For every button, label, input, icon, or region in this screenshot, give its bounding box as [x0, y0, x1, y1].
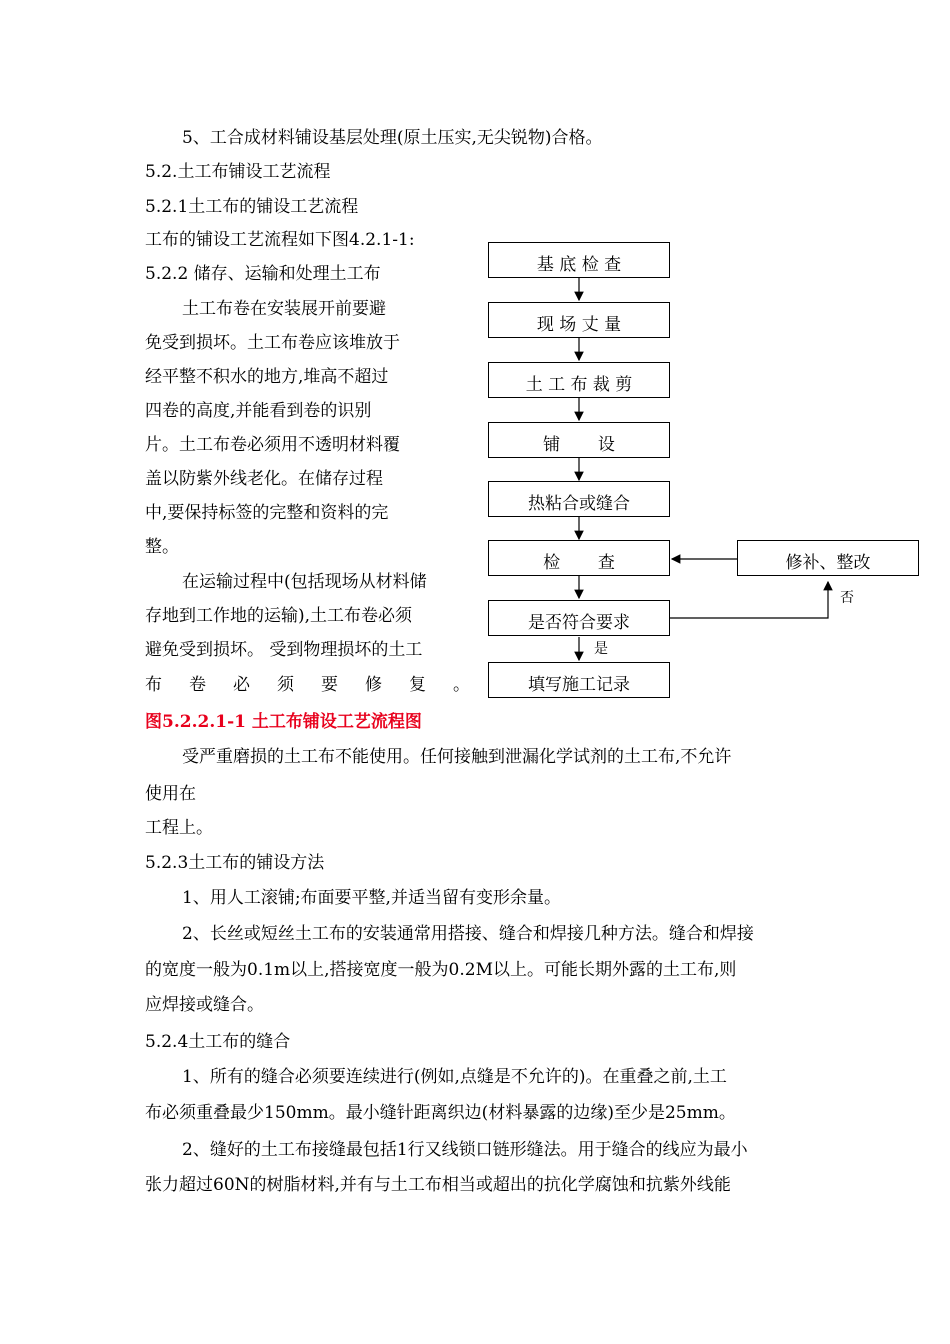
- word: 布: [145, 675, 162, 695]
- yes-label: 是: [594, 641, 608, 657]
- flow-step-label: 是否符合要求: [528, 613, 630, 633]
- paragraph-line: 存地到工作地的运输),土工布卷必须: [145, 606, 413, 626]
- flow-step-label: 现 场 丈 量: [536, 315, 622, 335]
- paragraph-line: 2、长丝或短丝土工布的安装通常用搭接、缝合和焊接几种方法。缝合和焊接: [182, 924, 754, 944]
- flow-step-site-survey: [488, 302, 670, 338]
- paragraph-line: 的宽度一般为0.1m以上,搭接宽度一般为0.2M以上。可能长期外露的土工布,则: [145, 960, 737, 980]
- paragraph-line: 应焊接或缝合。: [145, 995, 264, 1015]
- flow-step-label: 填写施工记录: [528, 675, 630, 695]
- flow-step-record: [488, 662, 670, 698]
- flow-step-label: 土 工 布 裁 剪: [525, 375, 633, 395]
- no-label: 否: [840, 590, 854, 606]
- flow-step-cutting: [488, 362, 670, 398]
- paragraph-line: 整。: [145, 537, 179, 557]
- subsection-heading: 5.2.2 储存、运输和处理土工布: [145, 264, 381, 284]
- flow-step-base-check: [488, 242, 670, 278]
- paragraph-line: 土工布卷在安装展开前要避: [182, 299, 386, 319]
- word: 要: [321, 675, 338, 695]
- arrow-no: [670, 582, 828, 618]
- paragraph-line: 1、用人工滚铺;布面要平整,并适当留有变形余量。: [182, 888, 561, 908]
- paragraph-line: 在运输过程中(包括现场从材料储: [182, 572, 427, 592]
- paragraph-line: 片。土工布卷必须用不透明材料覆: [145, 435, 400, 455]
- paragraph-line: 使用在: [145, 784, 196, 804]
- paragraph-line: 避免受到损坏。 受到物理损坏的土工: [145, 640, 423, 660]
- subsection-heading: 5.2.4土工布的缝合: [145, 1032, 291, 1052]
- flow-step-laying: [488, 422, 670, 458]
- flow-step-decision: [488, 600, 670, 636]
- paragraph-line: 2、缝好的土工布接缝最包括1行又线锁口链形缝法。用于缝合的线应为最小: [182, 1140, 748, 1160]
- flow-step-inspect: [488, 540, 670, 576]
- paragraph-line: 经平整不积水的地方,堆高不超过: [145, 367, 389, 387]
- word: 须: [277, 675, 294, 695]
- flow-step-label: 修补、整改: [785, 553, 871, 573]
- paragraph-line: 中,要保持标签的完整和资料的完: [145, 503, 389, 523]
- flow-step-bonding: [488, 481, 670, 517]
- section-heading: 5.2.土工布铺设工艺流程: [145, 162, 331, 182]
- flow-step-label: 检 查: [543, 553, 615, 573]
- subsection-heading: 5.2.3土工布的铺设方法: [145, 853, 325, 873]
- flow-step-label: 铺 设: [543, 435, 615, 455]
- paragraph-line: 张力超过60N的树脂材料,并有与土工布相当或超出的抗化学腐蚀和抗紫外线能: [145, 1175, 731, 1195]
- word: 必: [233, 675, 250, 695]
- paragraph-line: 四卷的高度,并能看到卷的识别: [145, 401, 372, 421]
- paragraph-line: 布必须重叠最少150mm。最小缝针距离织边(材料暴露的边缘)至少是25mm。: [145, 1103, 736, 1123]
- paragraph-line: 1、所有的缝合必须要连续进行(例如,点缝是不允许的)。在重叠之前,土工: [182, 1067, 727, 1087]
- flow-step-label: 热粘合或缝合: [528, 494, 630, 514]
- word: 。: [453, 675, 470, 695]
- paragraph-line: 盖以防紫外线老化。在储存过程: [145, 469, 383, 489]
- paragraph-line: 工程上。: [145, 818, 213, 838]
- paragraph-line: 受严重磨损的土工布不能使用。任何接触到泄漏化学试剂的土工布,不允许: [182, 747, 732, 767]
- paragraph-line: 工布的铺设工艺流程如下图4.2.1-1:: [145, 230, 415, 250]
- word: 修: [365, 675, 382, 695]
- paragraph-line: 免受到损坏。土工布卷应该堆放于: [145, 333, 400, 353]
- subsection-heading: 5.2.1土工布的铺设工艺流程: [145, 197, 359, 217]
- paragraph-line: 5、工合成材料铺设基层处理(原土压实,无尖锐物)合格。: [182, 128, 603, 148]
- word: 卷: [189, 675, 206, 695]
- flow-step-repair: [737, 540, 919, 576]
- flow-step-label: 基 底 检 查: [536, 255, 622, 275]
- figure-caption: 图5.2.2.1-1 土工布铺设工艺流程图: [145, 712, 422, 732]
- word: 复: [409, 675, 426, 695]
